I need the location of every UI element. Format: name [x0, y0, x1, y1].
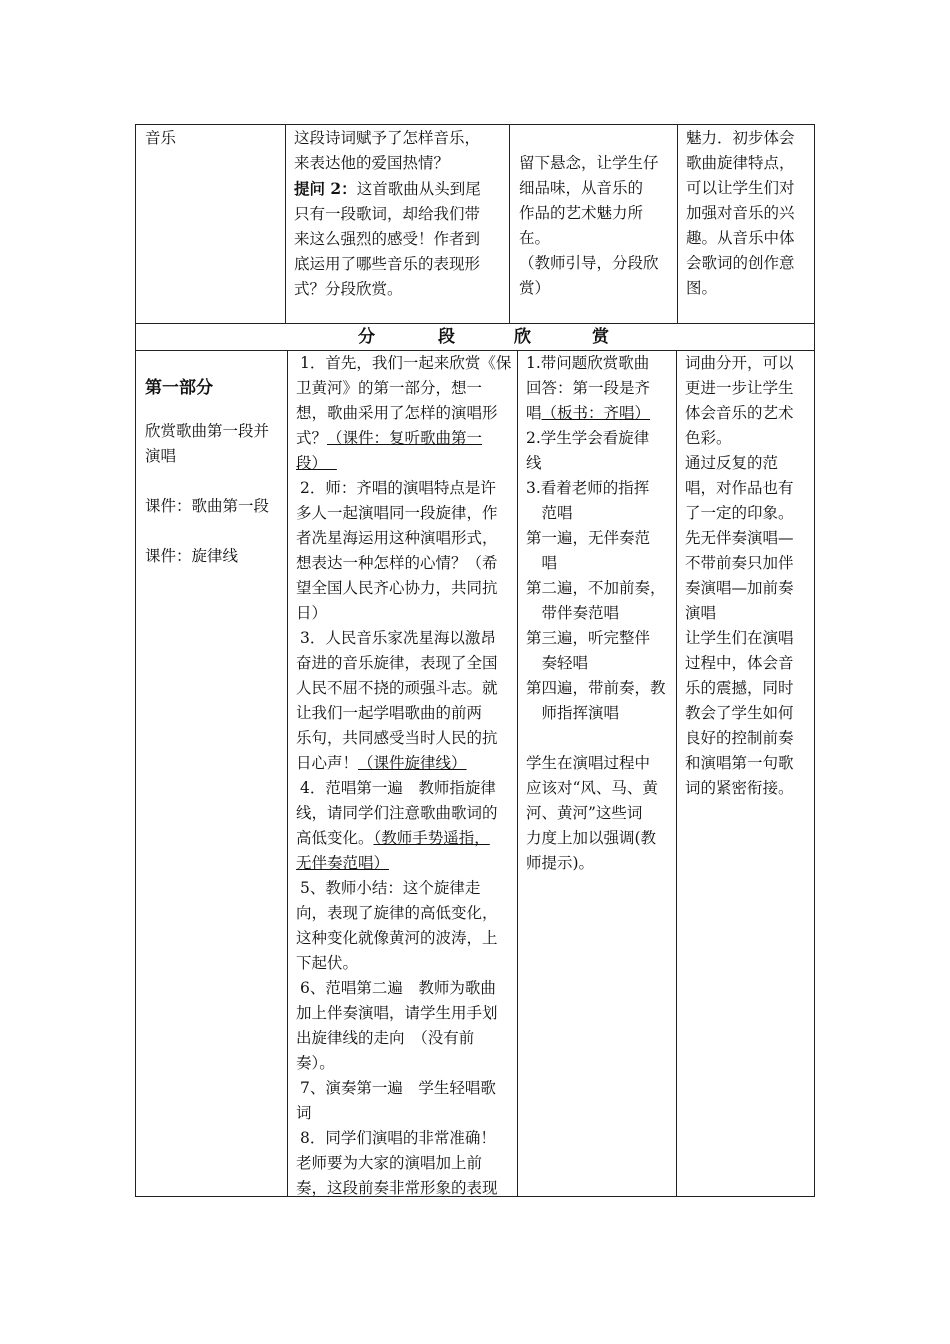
student-line: 奏轻唱	[526, 654, 589, 672]
intent-line: 教会了学生如何	[685, 704, 794, 722]
student-text: 唱	[526, 404, 542, 422]
activity-line: 老师要为大家的演唱加上前	[296, 1154, 483, 1172]
intent-line: 图。	[686, 279, 718, 297]
row1-bottom-border	[135, 323, 815, 324]
intent-line: 和演唱第一句歌	[685, 754, 794, 772]
student-line: （教师引导，分段欣	[519, 254, 659, 272]
row1-divider-1	[285, 124, 286, 324]
student-line: 第四遍，带前奏，教	[526, 679, 666, 697]
intent-line: 通过反复的范	[685, 454, 779, 472]
intent-line: 会歌词的创作意	[686, 254, 795, 272]
question-2-label: 提问 2：	[294, 179, 357, 198]
design-intent-cell	[685, 351, 813, 801]
activity-line: 4．范唱第一遍 教师指旋律	[300, 779, 496, 797]
activity-line: 1．首先，我们一起来欣赏《保	[300, 354, 512, 372]
intent-line: 了一定的印象。	[685, 504, 794, 522]
row1-activity-cell	[294, 126, 506, 302]
intent-line: 良好的控制前奏	[685, 729, 794, 747]
activity-line: 加上伴奏演唱，请学生用手划	[296, 1004, 498, 1022]
intent-line: 魅力．初步体会	[686, 129, 795, 147]
student-line: 师提示)。	[526, 854, 595, 872]
activity-line: 2．师：齐唱的演唱特点是许	[300, 479, 496, 497]
row1-divider-3	[677, 124, 678, 324]
intent-line: 可以让学生们对	[686, 179, 795, 197]
intent-line: 词的紧密衔接。	[685, 779, 794, 797]
table-left-border	[135, 124, 136, 1197]
student-line: 1.带问题欣赏歌曲	[526, 354, 650, 372]
activity-line: 这段诗词赋予了怎样音乐，	[294, 129, 481, 147]
heading-char: 欣	[514, 327, 531, 347]
activity-line: 多人一起演唱同一段旋律，作	[296, 504, 498, 522]
student-line: 留下悬念，让学生仔	[519, 154, 659, 172]
activity-line: 向，表现了旋律的高低变化，	[296, 904, 498, 922]
student-line	[526, 401, 676, 426]
part-one-item: 演唱	[145, 447, 177, 465]
subject-text: 音乐	[145, 129, 177, 147]
intent-line: 词曲分开，可以	[685, 354, 794, 372]
teacher-activity-cell	[296, 351, 516, 1201]
student-line: 2.学生学会看旋律	[526, 429, 650, 447]
row1-subject-cell	[145, 126, 280, 151]
teacher-note: （教师手势遥指，	[373, 829, 490, 847]
board-note: （板书：齐唱）	[541, 404, 651, 422]
intent-line: 色彩。	[685, 429, 732, 447]
activity-line: 望全国人民齐心协力，共同抗	[296, 579, 498, 597]
heading-char: 赏	[592, 327, 609, 347]
intent-line: 体会音乐的艺术	[685, 404, 794, 422]
activity-text: 式？	[296, 429, 328, 447]
row1-divider-2	[509, 124, 510, 324]
student-line: 3.看着老师的指挥	[526, 479, 650, 497]
intent-line: 先无伴奏演唱—	[685, 529, 794, 547]
question-2-line: 底运用了哪些音乐的表现形	[294, 255, 481, 273]
question-2-line: 式？分段欣赏。	[294, 280, 403, 298]
activity-line: 人民不屈不挠的顽强斗志。就	[296, 679, 498, 697]
intent-line: 不带前奏只加伴	[685, 554, 794, 572]
intent-line: 演唱	[685, 604, 717, 622]
student-line: 作品的艺术魅力所	[519, 204, 644, 222]
part-one-item: 欣赏歌曲第一段并	[145, 422, 270, 440]
row1-intent-cell	[686, 126, 812, 301]
student-line: 唱	[526, 554, 558, 572]
activity-line: 让我们一起学唱歌曲的前两	[296, 704, 483, 722]
student-line: 细品味，从音乐的	[519, 179, 644, 197]
activity-line: 出旋律线的走向 （没有前	[296, 1029, 475, 1047]
table-top-border	[135, 124, 815, 125]
activity-line	[296, 751, 516, 776]
student-line: 学生在演唱过程中	[526, 754, 651, 772]
student-line: 应该对“风、马、黄	[526, 779, 658, 797]
intent-line: 趣。从音乐中体	[686, 229, 795, 247]
student-line: 力度上加以强调(教	[526, 829, 657, 847]
question-2	[294, 176, 506, 202]
activity-line: 线，请同学们注意歌曲歌词的	[296, 804, 498, 822]
activity-line: 7、演奏第一遍 学生轻唱歌	[300, 1079, 496, 1097]
activity-line: 卫黄河》的第一部分，想一	[296, 379, 483, 397]
section-heading	[136, 325, 814, 349]
activity-text: 高低变化。	[296, 829, 374, 847]
activity-line: 6、范唱第二遍 教师为歌曲	[300, 979, 496, 997]
activity-line: 乐句，共同感受当时人民的抗	[296, 729, 498, 747]
intent-line: 过程中，体会音	[685, 654, 794, 672]
courseware-note: 段）	[296, 454, 328, 472]
table-right-border	[814, 124, 815, 1197]
part-one-item: 课件：旋律线	[145, 547, 239, 565]
row2-divider-2	[517, 350, 518, 1197]
part-one-cell	[145, 352, 283, 569]
student-line: 第三遍，听完整伴	[526, 629, 651, 647]
intent-line: 奏演唱—加前奏	[685, 579, 794, 597]
intent-line: 加强对音乐的兴	[686, 204, 795, 222]
activity-line: 者冼星海运用这种演唱形式，	[296, 529, 498, 547]
row2-divider-1	[287, 350, 288, 1197]
student-line: 在。	[519, 229, 551, 247]
student-line: 第一遍，无伴奏范	[526, 529, 651, 547]
activity-line	[296, 826, 516, 851]
part-one-item: 课件：歌曲第一段	[145, 497, 270, 515]
student-line: 线	[526, 454, 542, 472]
activity-line: 词	[296, 1104, 312, 1122]
intent-line: 乐的震撼，同时	[685, 679, 794, 697]
heading-char: 段	[438, 327, 455, 347]
activity-line: 日）	[296, 604, 328, 622]
student-line: 第二遍，不加前奏，	[526, 579, 666, 597]
activity-line	[296, 451, 516, 476]
activity-line: 来表达他的爱国热情？	[294, 154, 450, 172]
student-line: 赏）	[519, 279, 551, 297]
teacher-note: 无伴奏范唱）	[296, 854, 390, 872]
student-line: 河、黄河”这些词	[526, 804, 643, 822]
intent-line: 唱，对作品也有	[685, 479, 794, 497]
row2-divider-3	[676, 350, 677, 1197]
question-2-line: 只有一段歌词，却给我们带	[294, 205, 481, 223]
student-line: 范唱	[526, 504, 573, 522]
activity-line: 奋进的音乐旋律，表现了全国	[296, 654, 498, 672]
activity-line	[296, 851, 516, 876]
activity-line: 想表达一种怎样的心情？（希	[296, 554, 498, 572]
activity-line: 想，歌曲采用了怎样的演唱形	[296, 404, 498, 422]
question-2-line: 来这么强烈的感受！作者到	[294, 230, 481, 248]
courseware-note: （课件：复听歌曲第一	[327, 429, 483, 447]
activity-line: 奏，这段前奏非常形象的表现	[296, 1179, 498, 1197]
activity-line: 下起伏。	[296, 954, 359, 972]
activity-line: 8．同学们演唱的非常准确！	[300, 1129, 496, 1147]
activity-line: 这种变化就像黄河的波涛，上	[296, 929, 498, 947]
intent-line: 让学生们在演唱	[685, 629, 794, 647]
heading-char: 分	[358, 327, 375, 347]
activity-line	[296, 426, 516, 451]
activity-line: 3．人民音乐家冼星海以激昂	[300, 629, 496, 647]
student-line: 回答：第一段是齐	[526, 379, 651, 397]
student-line: 带伴奏范唱	[526, 604, 620, 622]
courseware-note: （课件旋律线）	[358, 754, 467, 772]
activity-line: 5、教师小结：这个旋律走	[300, 879, 481, 897]
student-activity-cell	[526, 351, 676, 876]
question-2-line: 这首歌曲从头到尾	[356, 180, 481, 198]
activity-text: 日心声！	[296, 754, 359, 772]
intent-line: 歌曲旋律特点，	[686, 154, 795, 172]
row1-student-cell	[519, 151, 674, 301]
activity-line: 奏）。	[296, 1054, 335, 1072]
intent-line: 更进一步让学生	[685, 379, 794, 397]
part-one-title: 第一部分	[145, 378, 213, 398]
student-line: 师指挥演唱	[526, 704, 620, 722]
